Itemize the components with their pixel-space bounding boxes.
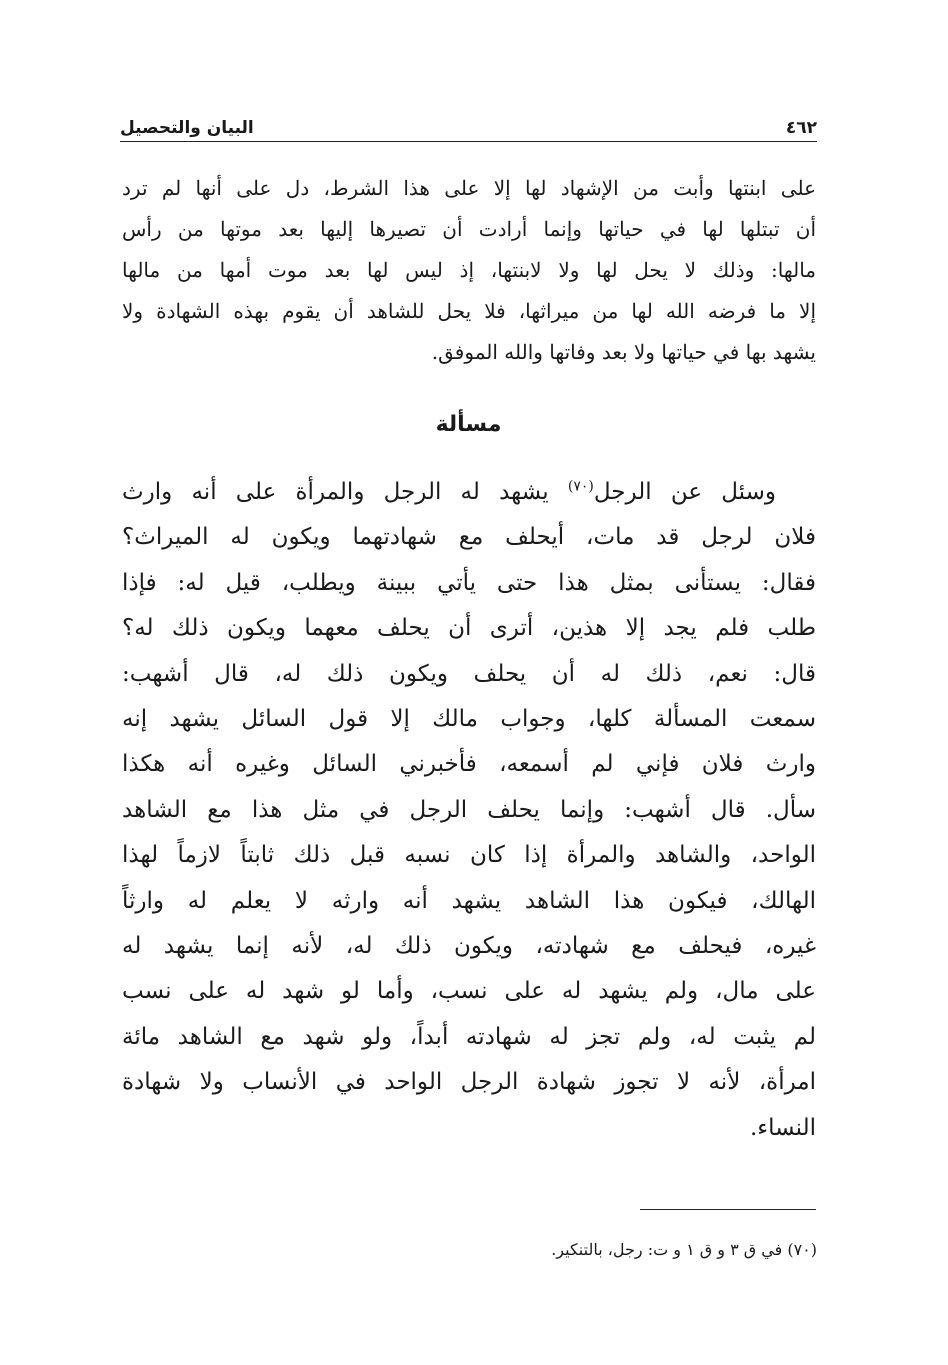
text-line: على مال، ولم يشهد له على نسب، وأما لو شهد له على نسب bbox=[122, 978, 816, 1005]
text-line: على ابنتها وأبت من الإشهاد لها إلا على هذا الشرط، دل على أنها لم ترد bbox=[122, 176, 816, 200]
footnote-rule bbox=[640, 1209, 816, 1210]
text-fragment: وسئل عن الرجل bbox=[593, 479, 776, 505]
section-title: مسألة bbox=[435, 412, 502, 437]
text-line: يشهد بها في حياتها ولا بعد وفاتها والله الموفق. bbox=[431, 340, 816, 364]
text-line: فقال: يستأنى بمثل هذا حتى يأتي ببينة ويطلب، قيل له: فإذا bbox=[122, 569, 816, 596]
continued-paragraph bbox=[122, 168, 816, 373]
text-line: امرأة، لأنه لا تجوز شهادة الرجل الواحد في الأنساب ولا شهادة bbox=[122, 1069, 816, 1096]
header-rule bbox=[120, 141, 817, 142]
text-line: النساء. bbox=[750, 1114, 816, 1141]
text-line: غيره، فيحلف مع شهادته، ويكون ذلك له، لأنه إنما يشهد له bbox=[122, 933, 816, 960]
page-number: ٤٦٢ bbox=[785, 118, 817, 138]
running-header bbox=[120, 112, 817, 138]
text-line: أن تبتلها لها في حياتها وإنما أرادت أن تصيرها إليها بعد موتها من رأس bbox=[122, 217, 816, 241]
footnote: (٧٠) في ق ٣ و ق ١ و ت: رجل، بالتنكير. bbox=[551, 1240, 817, 1259]
text-line: مالها: وذلك لا يحل لها ولا لابنتها، إذ ليس لها بعد موت أمها من مالها bbox=[122, 258, 817, 282]
footnote-reference[interactable]: (٧٠) bbox=[567, 478, 594, 495]
question-paragraph bbox=[122, 470, 816, 1151]
text-line: الهالك، فيكون هذا الشاهد يشهد أنه وارثه لا يعلم له وارثاً bbox=[122, 887, 816, 914]
text-line: وارث فلان فإني لم أسمعه، فأخبرني السائل وغيره أنه هكذا bbox=[122, 751, 816, 778]
text-fragment: يشهد له الرجل والمرأة على أنه وارث bbox=[122, 479, 568, 505]
text-line: إلا ما فرضه الله لها من ميراثها، فلا يحل للشاهد أن يقوم بهذه الشهادة ولا bbox=[122, 299, 816, 323]
text-line: قال: نعم، ذلك له أن يحلف ويكون ذلك له، قال أشهب: bbox=[122, 660, 816, 687]
text-line: فلان لرجل قد مات، أيحلف مع شهادتهما ويكون له الميراث؟ bbox=[122, 524, 816, 551]
text-line: الواحد، والشاهد والمرأة إذا كان نسبه قبل ذلك ثابتاً لازماً لهذا bbox=[122, 842, 816, 869]
text-line: طلب فلم يجد إلا هذين، أترى أن يحلف معهما ويكون ذلك له؟ bbox=[122, 615, 816, 642]
text-line: سأل. قال أشهب: وإنما يحلف الرجل في مثل هذا مع الشاهد bbox=[122, 796, 816, 823]
text-line-first bbox=[122, 470, 816, 515]
text-line: لم يثبت له، ولم تجز له شهادته أبداً، ولو شهد مع الشاهد مائة bbox=[122, 1023, 816, 1050]
book-title: البيان والتحصيل bbox=[120, 118, 254, 138]
text-line: سمعت المسألة كلها، وجواب مالك إلا قول السائل يشهد إنه bbox=[122, 706, 816, 733]
